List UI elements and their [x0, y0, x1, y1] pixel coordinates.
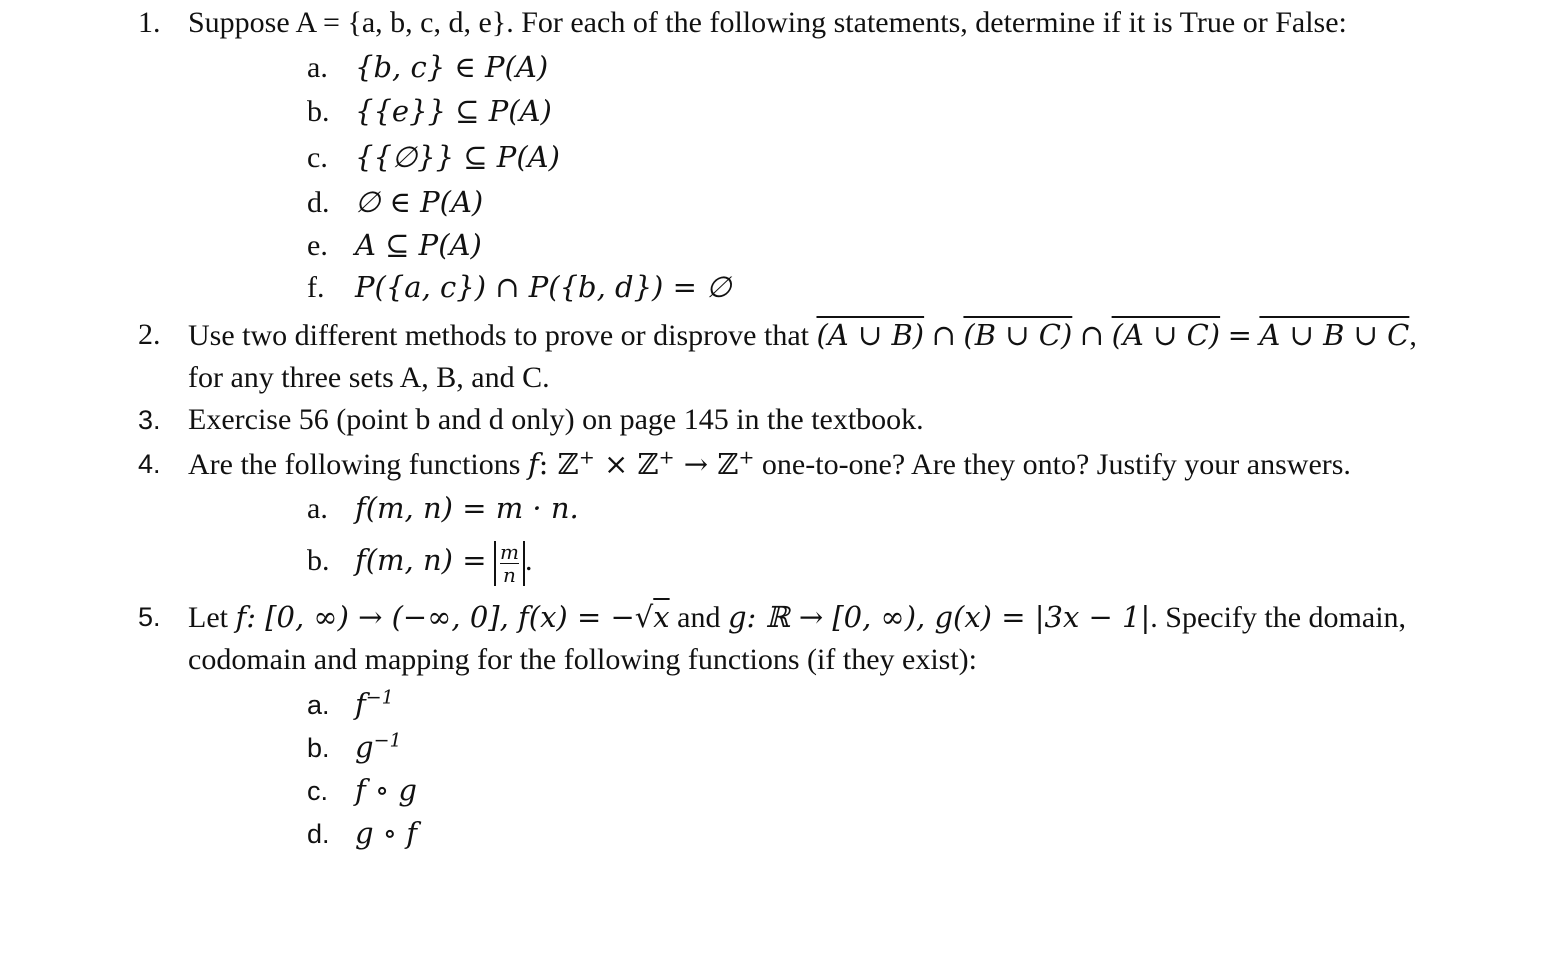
question-text	[188, 596, 1438, 681]
function-g-definition: g: ℝ → [0, ∞), g(x) = |3x − 1|	[727, 600, 1151, 634]
sub-item	[307, 224, 482, 267]
complement-union: A ∪ B ∪ C	[1259, 318, 1410, 352]
sub-item	[307, 90, 552, 133]
question-text: Suppose A = {a, b, c, d, e}. For each of the following statements, determine if it is True or False:	[188, 6, 1347, 39]
question-continuation: codomain and mapping for the following functions (if they exist):	[188, 643, 977, 676]
sub-item-label: d.	[307, 186, 330, 219]
question-5	[138, 596, 1438, 681]
sqrt-argument: x	[653, 600, 670, 634]
sub-item-expression: f ∘ g	[355, 773, 417, 807]
sub-item-label: c.	[307, 776, 329, 806]
sub-item-label: e.	[307, 229, 328, 262]
question-4	[138, 443, 1438, 486]
question-number: 4.	[138, 449, 161, 479]
question-number: 5.	[138, 602, 161, 632]
sub-item-label: b.	[307, 95, 330, 128]
question-1	[138, 2, 1438, 44]
sub-item-label: d.	[307, 819, 330, 849]
question-lead: Let	[188, 601, 228, 634]
sub-item-expression: {{e}} ⊆ P(A)	[355, 94, 552, 128]
sub-item	[307, 726, 402, 769]
question-lead: Are the following functions	[188, 448, 521, 481]
sub-item-label: b.	[307, 733, 330, 763]
intersection-symbol: ∩	[931, 318, 956, 352]
sub-item-expression: f(m, n) = m · n.	[355, 491, 579, 525]
complement-term: (B ∪ C)	[963, 318, 1073, 352]
question-tail: . Specify the domain,	[1150, 601, 1407, 634]
sub-item	[307, 812, 417, 855]
sub-item-expression: P({a, c}) ∩ P({b, d}) = ∅	[355, 270, 732, 304]
question-2	[138, 314, 1438, 399]
sub-item-expression: $f^{-1}$	[355, 686, 394, 721]
sub-item-expression: g ∘ f	[355, 816, 417, 850]
sub-item-label: a.	[307, 690, 330, 720]
sub-item-label: a.	[307, 51, 328, 84]
question-number: 1.	[138, 6, 161, 39]
complement-term: (A ∪ B)	[816, 318, 925, 352]
question-3	[138, 399, 1438, 441]
sub-item-expression: {b, c} ∈ P(A)	[355, 50, 549, 84]
sub-item-label: f.	[307, 271, 325, 304]
sub-item-expression: {{∅}} ⊆ P(A)	[355, 140, 560, 174]
floor-fraction: $\frac{m}{n}$	[494, 541, 525, 586]
sub-item-expression: f(m, n) =	[355, 543, 487, 577]
question-tail: one-to-one? Are they onto? Justify your answers.	[761, 448, 1351, 481]
sub-item	[307, 46, 548, 89]
period: .	[524, 544, 533, 577]
function-domain: : ℤ+ × ℤ+ → ℤ+	[538, 446, 755, 481]
function-f-definition: f: [0, ∞) → (−∞, 0], f(x) = −	[235, 600, 635, 634]
equals-symbol: =	[1227, 318, 1252, 352]
function-name: f	[527, 447, 539, 481]
sub-item-label: c.	[307, 141, 328, 174]
sqrt-sign: √	[634, 600, 654, 634]
question-text	[188, 443, 1438, 486]
question-number: 2.	[138, 318, 161, 351]
question-continuation: for any three sets A, B, and C.	[188, 361, 550, 394]
sub-item	[307, 181, 483, 224]
sub-item	[307, 266, 731, 309]
sub-item-expression: $g^{-1}$	[355, 729, 402, 764]
question-number: 3.	[138, 405, 161, 435]
sub-item-expression: A ⊆ P(A)	[355, 228, 482, 262]
sub-item	[307, 539, 532, 586]
question-text: Exercise 56 (point b and d only) on page 145 in the textbook.	[188, 403, 924, 436]
sub-item	[307, 683, 394, 726]
sub-item	[307, 769, 417, 812]
question-lead: Use two different methods to prove or disprove that	[188, 319, 809, 352]
complement-term: (A ∪ C)	[1111, 318, 1221, 352]
comma: ,	[1409, 319, 1417, 352]
intersection-symbol: ∩	[1079, 318, 1105, 352]
sub-item-label: a.	[307, 492, 328, 525]
sub-item-expression: ∅ ∈ P(A)	[355, 185, 484, 219]
conjunction: and	[677, 601, 721, 634]
sub-item-label: b.	[307, 544, 330, 577]
question-text	[188, 314, 1438, 399]
sub-item	[307, 487, 579, 530]
sub-item	[307, 136, 560, 179]
